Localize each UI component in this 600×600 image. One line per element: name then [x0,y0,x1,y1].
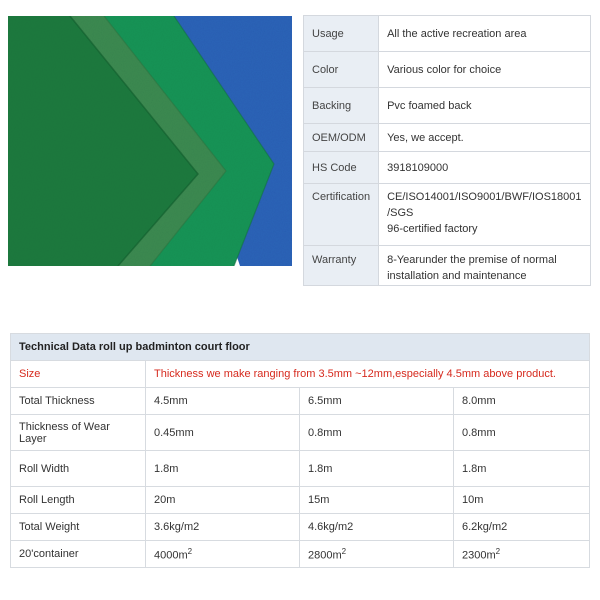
row-label: Roll Width [11,451,146,487]
table-row [11,541,590,568]
row-label: Total Thickness [11,388,146,415]
superscript: 2 [187,546,193,556]
table-row [11,415,590,451]
spec-value-line: 8-Yearunder the premise of normal [387,254,557,266]
spec-label: Backing [304,88,379,124]
spec-value [379,184,590,246]
spec-value [379,124,590,152]
spec-value-line: installation and maintenance [387,270,527,282]
cell-value: 20m [146,487,300,514]
row-label: Thickness of Wear Layer [11,415,146,451]
superscript: 2 [341,546,347,556]
spec-row-hs-code [304,152,591,184]
cell-value [146,541,300,568]
cell-value: 6.5mm [300,388,454,415]
cell-value: 4.5mm [146,388,300,415]
spec-row-backing [304,88,591,124]
table-row [11,451,590,487]
spec-row-usage [304,16,591,52]
technical-data-table [10,333,590,568]
table-row-size [11,361,590,388]
spec-row-color [304,52,591,88]
cell-value: 1.8m [300,451,454,487]
table-title-row [11,334,590,361]
cell-value: 0.45mm [146,415,300,451]
cell-value: 1.8m [454,451,590,487]
pvc-floor-samples-image [8,16,292,266]
spec-value [379,152,590,184]
spec-value-line: All the active recreation area [387,27,527,40]
table-row [11,388,590,415]
row-label: Roll Length [11,487,146,514]
table-row [11,514,590,541]
spec-value-line: CE/ISO14001/ISO9001/BWF/IOS18001 [387,191,582,203]
table-row [11,487,590,514]
cell-value: 1.8m [146,451,300,487]
row-label: Total Weight [11,514,146,541]
cell-value: 0.8mm [454,415,590,451]
cell-number: 4000m [154,549,188,562]
spec-label: HS Code [304,152,379,184]
cell-value: 6.2kg/m2 [454,514,590,541]
spec-value-line: Yes, we accept. [387,131,464,144]
floor-samples-illustration [8,16,292,266]
cell-number: 2300m [462,549,496,562]
spec-value [379,16,590,52]
row-label: Size [11,361,146,388]
size-note: Thickness we make ranging from 3.5mm ~12mm,especially 4.5mm above product. [146,361,590,388]
cell-value: 4.6kg/m2 [300,514,454,541]
spec-label: Warranty [304,246,379,286]
spec-value-line: Pvc foamed back [387,99,472,112]
cell-value: 15m [300,487,454,514]
spec-value-line: /SGS [387,207,414,219]
spec-value-line: Various color for choice [387,63,502,76]
table-title: Technical Data roll up badminton court floor [11,334,590,361]
cell-value [454,541,590,568]
spec-label: Usage [304,16,379,52]
cell-value: 8.0mm [454,388,590,415]
spec-row-warranty [304,246,591,286]
cell-number: 2800m [308,549,342,562]
spec-label: Color [304,52,379,88]
row-label: 20'container [11,541,146,568]
cell-value: 3.6kg/m2 [146,514,300,541]
spec-value [379,246,590,286]
cell-value: 0.8mm [300,415,454,451]
cell-value: 10m [454,487,590,514]
spec-row-oem [304,124,591,152]
spec-label: Certification [304,184,379,246]
spec-value-line: 3918109000 [387,161,449,174]
spec-value-line: 96-certified factory [387,223,478,235]
spec-label: OEM/ODM [304,124,379,152]
superscript: 2 [495,546,501,556]
spec-row-certification [304,184,591,246]
spec-value [379,52,590,88]
product-spec-table [303,15,591,286]
spec-value [379,88,590,124]
cell-value [300,541,454,568]
